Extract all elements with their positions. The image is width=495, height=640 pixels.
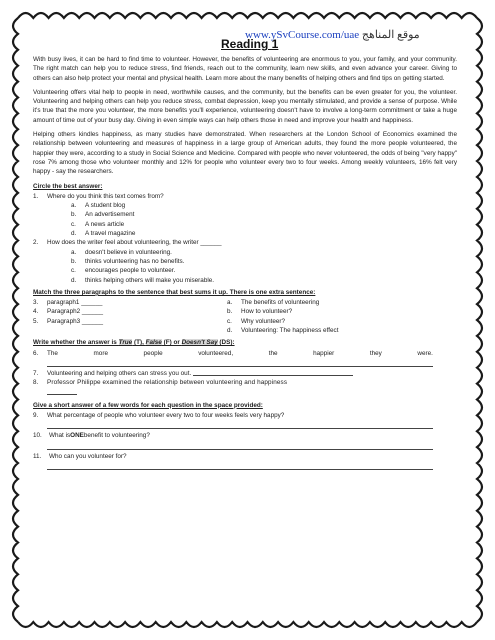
answer-line-6[interactable]	[47, 358, 433, 367]
sentence-letter: b.	[227, 308, 233, 316]
option-letter: b.	[71, 211, 77, 219]
sentence-text: The benefits of volunteering	[241, 299, 320, 307]
answer-line-8-wrap	[33, 388, 457, 398]
answer-line-7[interactable]	[193, 369, 353, 376]
match-right-column	[223, 298, 417, 335]
question-11	[33, 452, 457, 461]
q6-word: volunteered,	[198, 349, 234, 357]
site-url[interactable]: www.ySvCourse.com/uae	[245, 29, 360, 41]
question-number: 5.	[33, 317, 39, 325]
section-match-title: Match the three paragraphs to the sentence that best sums it up. There is one extra sentence:	[33, 288, 316, 296]
true-label: True	[118, 339, 133, 347]
question-text: How does the writer feel about volunteering, the writer ______	[47, 239, 222, 247]
option-letter: a.	[71, 248, 77, 256]
option-letter: b.	[71, 257, 77, 265]
option-1b[interactable]	[33, 210, 457, 219]
ds-label: Doesn't Say	[181, 339, 218, 347]
question-number: 6.	[33, 349, 39, 357]
question-text: Professor Philippe examined the relationship between volunteering and happiness	[47, 379, 288, 387]
match-item-4[interactable]	[33, 307, 223, 316]
option-letter: a.	[71, 202, 77, 210]
option-2d[interactable]	[33, 276, 457, 285]
question-number: 3.	[33, 299, 39, 307]
ds-code: (DS):	[217, 339, 235, 347]
true-code: (T),	[132, 339, 146, 347]
question-7	[33, 369, 457, 378]
sentence-letter: d.	[227, 327, 233, 335]
q6-word: The	[47, 349, 58, 357]
page-title: Reading 1	[221, 37, 279, 51]
q6-word: happier	[313, 349, 335, 357]
question-number: 9.	[33, 412, 39, 420]
question-text: Who can you volunteer for?	[49, 452, 127, 460]
question-text: What percentage of people who volunteer every two to four weeks feels very happy?	[47, 412, 285, 420]
match-sentence-d	[227, 326, 417, 335]
section-circle-title: Circle the best answer:	[33, 182, 103, 190]
paragraph-3: Helping others kindles happiness, as many studies have demonstrated. When researchers at the London School of Economics examined the relationship between volunteering and measures of happiness in a large group of American adults, they found the more people volunteered, the happier they were, according to a study in Social Science and Medicine. Compared with people who never volunteered, the odds of being "very happy" rose 7% among those who volunteer monthly and 12% for people who volunteer every two to four weeks. Among weekly volunteers, 16% felt very happy - say the researchers.	[33, 131, 457, 176]
option-text: A news article	[85, 220, 125, 228]
answer-line-8[interactable]	[47, 388, 77, 395]
sentence-text: Volunteering: The happiness effect	[241, 327, 339, 335]
tfds-prefix: Write whether the answer is	[33, 339, 119, 347]
site-arabic: موقع المناهج	[361, 29, 420, 41]
q6-word: more	[93, 349, 108, 357]
false-code: (F) or	[161, 339, 182, 347]
match-item-5[interactable]	[33, 317, 223, 326]
sentence-text: How to volunteer?	[241, 308, 293, 316]
question-8	[33, 378, 457, 387]
worksheet-content	[33, 55, 457, 472]
question-6	[33, 349, 457, 358]
paragraph-2: Volunteering offers vital help to people in need, worthwhile causes, and the community, but the benefits can be even greater for you, the volunteer. Volunteering and helping others can help you reduce stress, combat depression, keep you mentally stimulated, and provide a sense of purpose. While it's true that the more you volunteer, the more benefits you'll experience, volunteering doesn't have to involve a long-term commitment or take a huge amount of time out of your busy day. Giving in even simple ways can help others those in need and improve your health and happiness.	[33, 88, 457, 124]
option-text: A travel magazine	[85, 230, 136, 238]
option-1a[interactable]	[33, 201, 457, 210]
match-item-3[interactable]	[33, 298, 223, 307]
option-text: An advertisement	[85, 211, 135, 219]
question-number: 1.	[33, 192, 39, 200]
sentence-letter: a.	[227, 299, 233, 307]
option-letter: d.	[71, 276, 77, 284]
sentence-letter: c.	[227, 317, 232, 325]
q6-word: people	[143, 349, 163, 357]
answer-line-9[interactable]	[47, 420, 433, 429]
match-paragraph: paragraph1 ______	[47, 299, 103, 307]
match-left-column	[33, 298, 223, 335]
q6-word: were.	[417, 349, 433, 357]
question-text	[47, 349, 457, 358]
option-2a[interactable]	[33, 248, 457, 257]
option-text: doesn't believe in volunteering.	[85, 248, 172, 256]
option-letter: d.	[71, 230, 77, 238]
match-table	[33, 298, 457, 335]
option-1c[interactable]	[33, 220, 457, 229]
match-paragraph: Paragraph2 ______	[47, 308, 104, 316]
question-text-pre: What is	[49, 432, 71, 440]
question-text-bold: ONE	[70, 432, 84, 440]
section-tfds-title	[33, 338, 457, 347]
option-text: thinks volunteering has no benefits.	[85, 257, 185, 265]
question-number: 10.	[33, 432, 42, 440]
false-label: False	[145, 339, 162, 347]
question-number: 11.	[33, 452, 42, 460]
option-2b[interactable]	[33, 257, 457, 266]
match-sentence-b	[227, 307, 417, 316]
option-text: thinks helping others will make you miserable.	[85, 276, 215, 284]
match-paragraph: Paragraph3 ______	[47, 317, 104, 325]
question-text: Where do you think this text comes from?	[47, 192, 164, 200]
question-1	[33, 192, 457, 201]
sentence-text: Why volunteer?	[241, 317, 286, 325]
question-number: 8.	[33, 379, 39, 387]
q6-word: the	[268, 349, 278, 357]
option-letter: c.	[71, 267, 76, 275]
option-text: A student blog	[85, 202, 126, 210]
answer-line-10[interactable]	[47, 441, 433, 450]
question-number: 7.	[33, 369, 39, 377]
option-text: encourages people to volunteer.	[85, 267, 176, 275]
answer-line-11[interactable]	[47, 461, 433, 470]
option-2c[interactable]	[33, 266, 457, 275]
q6-word: they	[369, 349, 382, 357]
question-9	[33, 411, 457, 420]
question-text-post: benefit to volunteering?	[83, 432, 150, 440]
question-text: Volunteering and helping others can stress you out.	[47, 369, 192, 377]
question-number: 4.	[33, 308, 39, 316]
question-number: 2.	[33, 239, 39, 247]
option-1d[interactable]	[33, 229, 457, 238]
section-short-answer-title: Give a short answer of a few words for each question in the space provided:	[33, 401, 263, 409]
paragraph-1: With busy lives, it can be hard to find time to volunteer. However, the benefits of volunteering are enormous to you, your family, and your community. The right match can help you to reduce stress, find friends, reach out to the community, learn new skills, and even advance your career. Giving to others can also help protect your mental and physical health. Learn more about the many benefits of helping others and find tips on getting started.	[33, 56, 457, 82]
match-sentence-a	[227, 298, 417, 307]
match-sentence-c	[227, 317, 417, 326]
question-2	[33, 238, 457, 247]
question-10	[33, 431, 457, 440]
option-letter: c.	[71, 220, 76, 228]
